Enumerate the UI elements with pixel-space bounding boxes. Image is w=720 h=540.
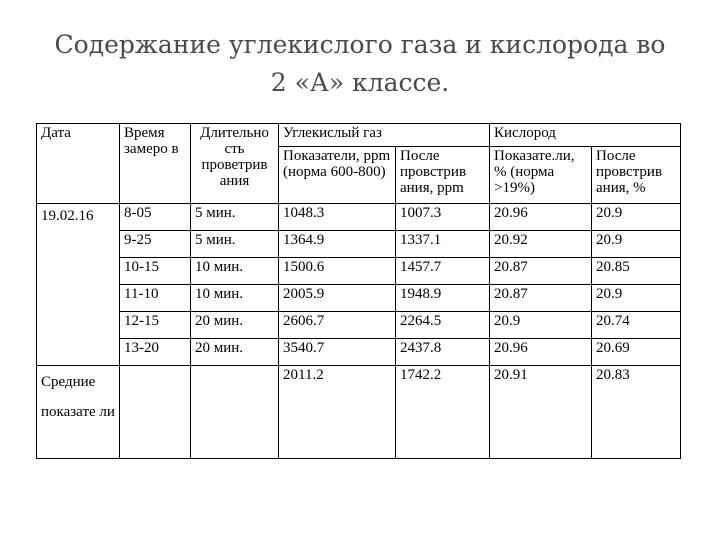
header-date: Дата [37,124,120,204]
cell-time: 12-15 [120,312,191,339]
measurement-table [36,123,681,459]
cell-duration: 20 мин. [191,312,279,339]
cell-co2-after: 1948.9 [396,285,490,312]
average-o2-after: 20.83 [592,366,681,459]
cell-o2-before: 20.96 [490,204,592,231]
cell-co2-after: 2437.8 [396,339,490,366]
header-row [37,124,681,147]
average-row [37,366,681,459]
table-row [37,312,681,339]
cell-o2-before: 20.92 [490,231,592,258]
cell-co2-after: 1457.7 [396,258,490,285]
cell-co2-before: 1048.3 [279,204,396,231]
cell-o2-after: 20.74 [592,312,681,339]
header-o2-after: После провстрив ания, % [592,147,681,204]
cell-co2-after: 1337.1 [396,231,490,258]
cell-duration: 10 мин. [191,285,279,312]
header-co2: Углекислый газ [279,124,490,147]
cell-o2-after: 20.9 [592,204,681,231]
slide-title-line-1: Содержание углекислого газа и кислорода во [54,30,666,59]
cell-o2-after: 20.9 [592,231,681,258]
slide-title [0,26,720,102]
cell-o2-after: 20.9 [592,285,681,312]
cell-date: 19.02.16 [37,204,120,366]
header-duration: Длительно сть проветрив ания [191,124,279,204]
cell-time: 10-15 [120,258,191,285]
cell-time: 11-10 [120,285,191,312]
header-o2-before: Показате.ли, % (норма >19%) [490,147,592,204]
average-empty-cell [120,366,191,459]
cell-time: 13-20 [120,339,191,366]
cell-duration: 10 мин. [191,258,279,285]
cell-co2-before: 2606.7 [279,312,396,339]
average-o2-before: 20.91 [490,366,592,459]
cell-co2-before: 1500.6 [279,258,396,285]
header-time: Время замеро в [120,124,191,204]
cell-co2-before: 2005.9 [279,285,396,312]
cell-co2-after: 1007.3 [396,204,490,231]
cell-o2-before: 20.87 [490,258,592,285]
cell-co2-before: 3540.7 [279,339,396,366]
table-row [37,285,681,312]
cell-time: 8-05 [120,204,191,231]
header-oxygen: Кислород [490,124,681,147]
table-row [37,231,681,258]
cell-o2-before: 20.87 [490,285,592,312]
cell-co2-before: 1364.9 [279,231,396,258]
cell-duration: 20 мин. [191,339,279,366]
average-label: Средние показате ли [37,366,120,459]
average-co2-before: 2011.2 [279,366,396,459]
cell-o2-before: 20.96 [490,339,592,366]
slide-title-line-2: 2 «А» классе. [270,68,450,97]
header-co2-after: После провстрив ания, ppm [396,147,490,204]
cell-o2-after: 20.85 [592,258,681,285]
header-co2-before: Показатели, ppm (норма 600-800) [279,147,396,204]
cell-o2-before: 20.9 [490,312,592,339]
average-co2-after: 1742.2 [396,366,490,459]
table-row [37,339,681,366]
cell-time: 9-25 [120,231,191,258]
cell-co2-after: 2264.5 [396,312,490,339]
cell-duration: 5 мин. [191,204,279,231]
cell-duration: 5 мин. [191,231,279,258]
cell-o2-after: 20.69 [592,339,681,366]
average-empty-cell [191,366,279,459]
table-row [37,204,681,231]
table-row [37,258,681,285]
